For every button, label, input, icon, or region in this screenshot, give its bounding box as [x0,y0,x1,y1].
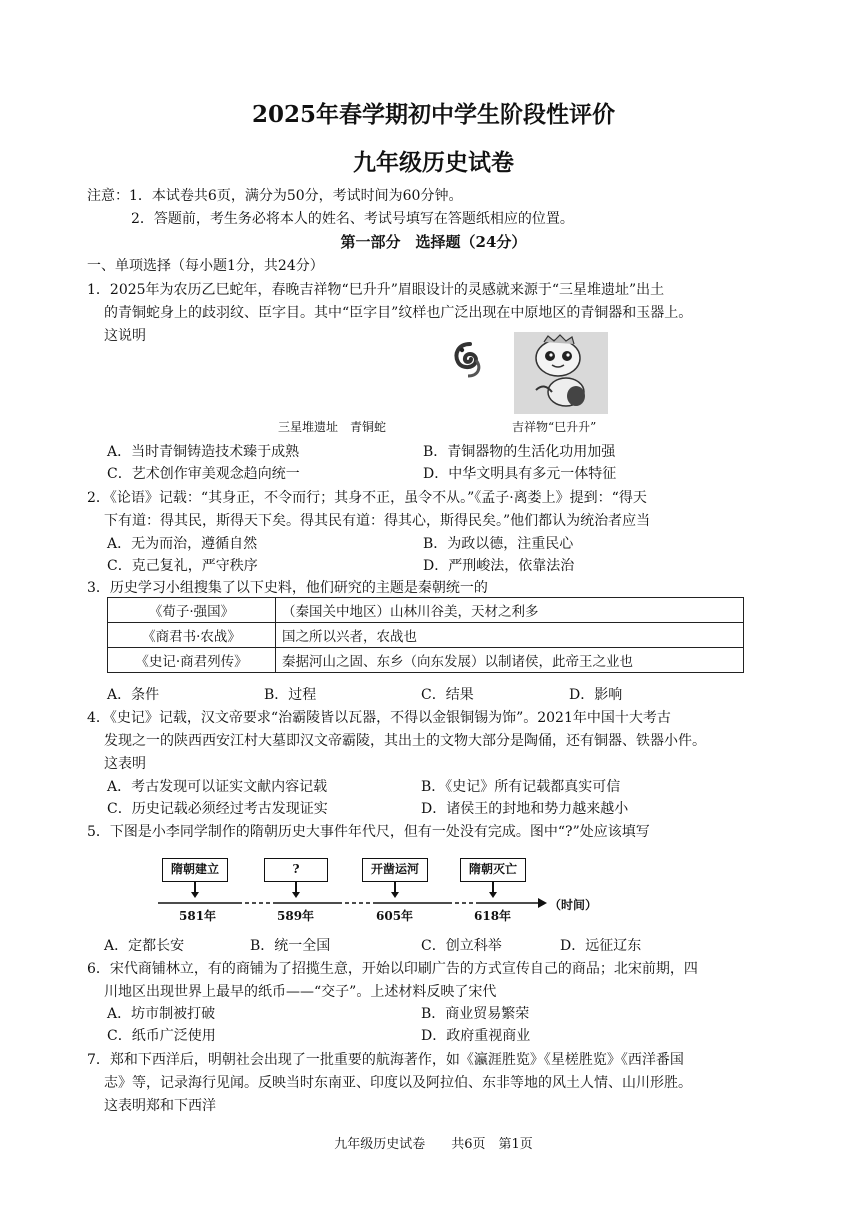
timeline-year-1: 581年 [179,909,217,923]
q6-option-d[interactable]: D．政府重视商业 [421,1028,531,1044]
part-title: 第一部分 选择题（24分） [340,233,527,251]
timeline-event-2: ? [264,858,328,882]
q1-line-3: 这说明 [104,328,146,344]
q2-option-a[interactable]: A．无为而治，遵循自然 [107,536,258,552]
q4-option-d[interactable]: D．诸侯王的封地和势力越来越小 [421,801,629,817]
q1-caption-right: 吉祥物“巳升升” [512,420,597,434]
timeline-axis-label: （时间） [549,898,598,912]
timeline-year-2: 589年 [277,909,315,923]
q1-option-c[interactable]: C．艺术创作审美观念趋向统一 [107,466,300,482]
section-title: 一、单项选择（每小题1分，共24分） [87,258,324,274]
q2-option-d[interactable]: D．严刑峻法，依靠法治 [423,558,575,574]
mascot-image [514,332,608,414]
exam-subtitle: 九年级历史试卷 [353,149,514,176]
q5-option-b[interactable]: B．统一全国 [250,938,331,954]
q7-line-3: 这表明郑和下西洋 [104,1098,216,1114]
table-cell-text: （秦国关中地区）山林川谷美，天材之利多 [276,598,744,623]
q7-line-1: 7．郑和下西洋后，明朝社会出现了一批重要的航海著作，如《瀛涯胜览》《星槎胜览》《西洋番国 [87,1052,684,1068]
q4-option-a[interactable]: A．考古发现可以证实文献内容记载 [107,779,328,795]
q4-line-2: 发现之一的陕西西安江村大墓即汉文帝霸陵，其出土的文物大部分是陶俑，还有铜器、铁器小件。 [104,733,706,749]
q6-line-1: 6．宋代商铺林立，有的商铺为了招揽生意，开始以印刷广告的方式宣传自己的商品；北宋前期，四 [87,961,698,977]
notice-1: 注意：1．本试卷共6页，满分为50分，考试时间为60分钟。 [87,188,463,204]
q2-line-1: 2．《论语》记载：“其身正，不令而行；其身不正，虽令不从。”《孟子·离娄上》提到：“得天 [87,490,647,506]
q3-option-a[interactable]: A．条件 [107,687,160,703]
bronze-snake-image [448,338,492,382]
q7-line-2: 志》等，记录海行见闻。反映当时东南亚、印度以及阿拉伯、东非等地的风土人情、山川形胜。 [104,1075,692,1091]
q6-option-a[interactable]: A．坊市制被打破 [107,1006,216,1022]
q1-option-a[interactable]: A．当时青铜铸造技术臻于成熟 [107,444,300,460]
q5-option-c[interactable]: C．创立科举 [421,938,502,954]
q4-line-1: 4．《史记》记载，汉文帝要求“治霸陵皆以瓦器，不得以金银铜锡为饰”。2021年中国十大考古 [87,710,671,726]
timeline-year-4: 618年 [474,909,512,923]
q4-line-3: 这表明 [104,756,146,772]
q1-option-d[interactable]: D．中华文明具有多元一体特征 [423,466,617,482]
q3-option-b[interactable]: B．过程 [264,687,317,703]
q6-line-2: 川地区出现世界上最早的纸币——“交子”。上述材料反映了宋代 [104,984,497,1000]
q5-option-d[interactable]: D．远征辽东 [560,938,642,954]
q1-line-2: 的青铜蛇身上的歧羽纹、臣字目。其中“臣字目”纹样也广泛出现在中原地区的青铜器和玉器上。 [104,305,693,321]
table-cell-source: 《史记·商君列传》 [108,648,276,673]
notice-2: 2．答题前，考生务必将本人的姓名、考试号填写在答题纸相应的位置。 [131,211,574,227]
q6-option-c[interactable]: C．纸币广泛使用 [107,1028,216,1044]
timeline-event-1: 隋朝建立 [162,858,228,882]
timeline-event-4: 隋朝灭亡 [460,858,526,882]
q1-caption-left: 三星堆遗址 青铜蛇 [278,420,387,434]
timeline-event-3: 开凿运河 [362,858,428,882]
q4-option-b[interactable]: B．《史记》所有记载都真实可信 [421,779,621,795]
q3-option-c[interactable]: C．结果 [421,687,474,703]
q1-line-1: 1．2025年为农历乙巳蛇年，春晚吉祥物“巳升升”眉眼设计的灵感就来源于“三星堆遗址”出土 [87,282,665,298]
q5-option-a[interactable]: A．定都长安 [104,938,185,954]
table-cell-text: 国之所以兴者，农战也 [276,623,744,648]
q6-option-b[interactable]: B．商业贸易繁荣 [421,1006,530,1022]
table-cell-source: 《荀子·强国》 [108,598,276,623]
q3-option-d[interactable]: D．影响 [569,687,623,703]
table-row [108,598,744,623]
q2-line-2: 下有道：得其民，斯得天下矣。得其民有道：得其心，斯得民矣。”他们都认为统治者应当 [104,513,651,529]
timeline-year-3: 605年 [376,909,414,923]
table-row [108,648,744,673]
table-row [108,623,744,648]
q4-option-c[interactable]: C．历史记载必须经过考古发现证实 [107,801,328,817]
q1-option-b[interactable]: B．青铜器物的生活化功用加强 [423,444,616,460]
q3-source-table [107,597,744,673]
page-footer: 九年级历史试卷 共6页 第1页 [334,1137,533,1152]
table-cell-source: 《商君书·农战》 [108,623,276,648]
q3-line-1: 3．历史学习小组搜集了以下史料，他们研究的主题是秦朝统一的 [87,580,488,596]
q2-option-c[interactable]: C．克己复礼，严守秩序 [107,558,258,574]
exam-title: 2025年春学期初中学生阶段性评价 [251,101,615,128]
table-cell-text: 秦据河山之固、东乡（向东发展）以制诸侯，此帝王之业也 [276,648,744,673]
q2-option-b[interactable]: B．为政以德，注重民心 [423,536,574,552]
q5-line-1: 5．下图是小李同学制作的隋朝历史大事件年代尺，但有一处没有完成。图中“?”处应该填写 [87,824,650,840]
